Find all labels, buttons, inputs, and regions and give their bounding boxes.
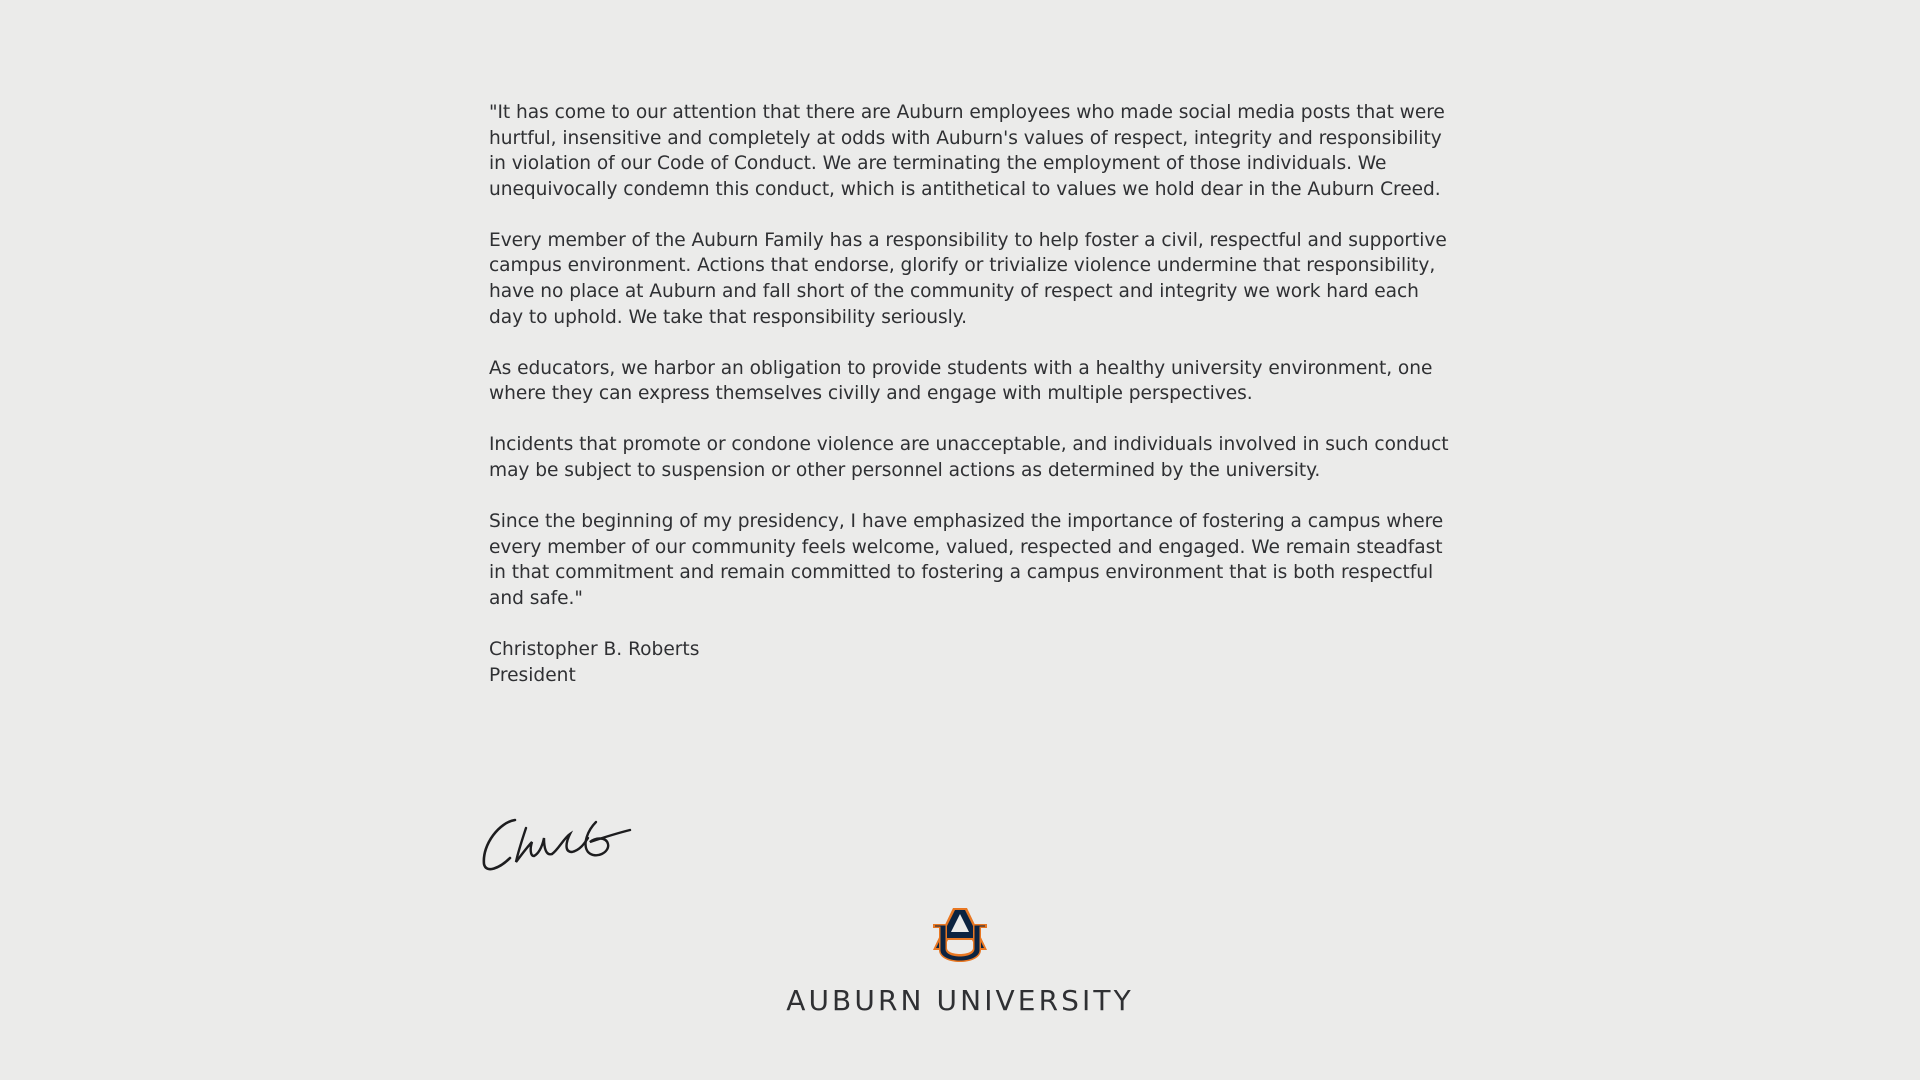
letter-paragraph-5: Since the beginning of my presidency, I have emphasized the importance of fostering a campus where every member of our community feels welcome, valued, respected and engaged. We remain steadfast in that commitment and remain committed to fostering a campus environment that is both respectful and safe." [489, 511, 1444, 609]
letter-paragraph-3: As educators, we harbor an obligation to provide students with a healthy university environment, one where they can express themselves civilly and engage with multiple perspectives. [489, 357, 1433, 405]
letter-paragraph-4: Incidents that promote or condone violence are unacceptable, and individuals involved in such conduct may be subject to suspension or other personnel actions as determined by the university. [489, 434, 1449, 482]
footer-logo [0, 902, 1920, 1017]
letter-body [489, 100, 1449, 688]
letter-paragraph-2: Every member of the Auburn Family has a responsibility to help foster a civil, respectful and supportive campus environment. Actions that endorse, glorify or trivialize violence undermine that responsibility, have no place at Auburn and fall short of the community of respect and integrity we work hard each day to uphold. We take that responsibility seriously. [489, 229, 1447, 328]
signer-title: President [489, 664, 576, 686]
university-wordmark: AUBURN UNIVERSITY [786, 984, 1134, 1017]
letter-paragraph-1: "It has come to our attention that there are Auburn employees who made social media posts that were hurtful, insensitive and completely at odds with Auburn's values of respect, integrity and responsibility in violation of our Code of Conduct. We are terminating the employment of those individuals. We unequivocally condemn this conduct, which is antithetical to values we hold dear in the Auburn Creed. [489, 102, 1445, 200]
handwritten-signature [478, 808, 643, 878]
signer-name: Christopher B. Roberts [489, 639, 700, 660]
auburn-au-logo-icon [923, 902, 997, 968]
signer-block [489, 637, 1449, 688]
